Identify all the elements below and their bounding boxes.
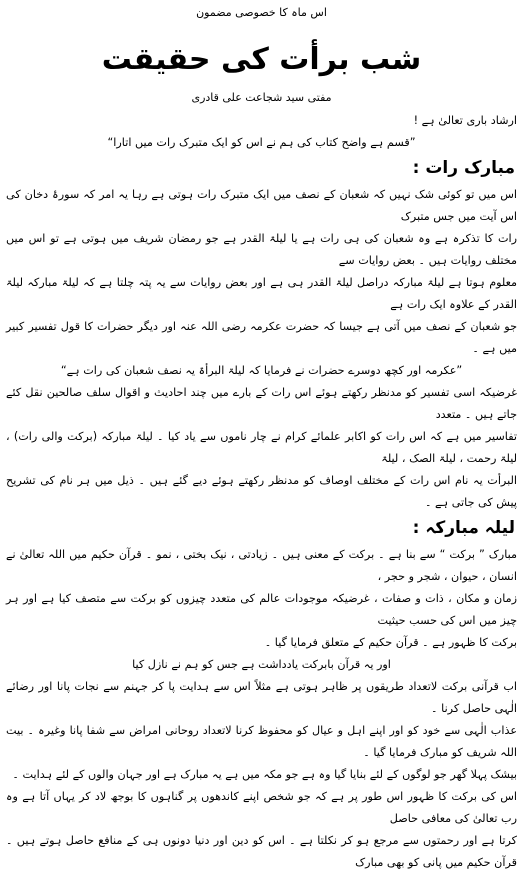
text-line: غرضیکہ اسی تفسیر کو مدنظر رکھتے ہوئے اس رات کے بارے میں چند احادیث و اقوال سلف صالحین نقل کئے جاتے ہیں ۔ متعدد [6, 386, 517, 421]
quote-ikrima: ”عکرمہ اور کچھ دوسرے حضرات نے فرمایا کہ لیلۃ البرأۃ یہ نصف شعبان کی رات ہے“ [60, 364, 463, 377]
heading-text: مبارک رات : [412, 158, 515, 178]
section-heading-laila-mubarka [6, 514, 517, 544]
text-line: اب قرآنی برکت لاتعداد طریقوں پر ظاہر ہوتی ہے مثلاً اس سے ہدایت پا کر جہنم سے نجات پانا اور رضائے الٰہی حاصل کرنا ۔ [6, 680, 517, 715]
text-line: مبارک ” برکت “ سے بنا ہے ۔ برکت کے معنی ہیں ۔ زیادتی ، نیک بختی ، نمو ۔ قرآن حکیم میں اللہ تعالیٰ نے انسان ، حیوان ، شجر و حجر ، [6, 548, 517, 583]
text-line: برکت کا ظہور ہے ۔ قرآن حکیم کے متعلق فرمایا گیا ۔ [264, 636, 517, 649]
intro-line: ارشاد باری تعالیٰ ہے ! [413, 114, 517, 127]
paragraph-3 [6, 544, 517, 654]
quote-quran: اور یہ قرآن بابرکت یادداشت ہے جس کو ہم نے نازل کیا [132, 658, 391, 671]
paragraph-2 [6, 382, 517, 514]
paragraph-1 [6, 184, 517, 360]
text-line: تفاسیر میں ہے کہ اس رات کو اکابر علمائے کرام نے چار ناموں سے یاد کیا ۔ لیلۃ مبارکہ (برکت والی رات) ، لیلۃ رحمت ، لیلۃ الصک ، لیلۃ [6, 430, 517, 465]
author-name: مفتی سید شجاعت علی قادری [191, 91, 332, 104]
section-kicker: اس ماہ کا خصوصی مضمون [196, 6, 327, 19]
article-title: شب برأت کی حقیقت [101, 42, 422, 77]
text-line: اس میں تو کوئی شک نہیں کہ شعبان کے نصف میں ایک متبرک رات ہوتی ہے رہا یہ امر کہ سورۂ دخان کی اس آیت میں جس متبرک [6, 188, 517, 223]
text-line: اس کی برکت کا ظہور اس طور پر ہے کہ جو شخص اپنے کاندھوں پر گناہوں کا بوجھ لاد کر یہاں آتا ہے وہ رب تعالیٰ کی معافی حاصل [6, 790, 517, 825]
text-line: معلوم ہوتا ہے لیلۃ مبارکہ دراصل لیلۃ القدر ہی ہے اور بعض روایات سے یہ پتہ چلتا ہے کہ لیلۃ مبارکہ لیلۃ القدر کے علاوہ ایک رات ہے [6, 276, 517, 311]
paragraph-4 [6, 676, 517, 874]
text-line: بیشک پہلا گھر جو لوگوں کے لئے بنایا گیا وہ ہے جو مکہ میں ہے یہ مبارک ہے اور جہان والوں کے لئے ہدایت ۔ [12, 768, 517, 781]
text-line: البرأت یہ نام اس رات کے مختلف اوصاف کو مدنظر رکھتے ہوئے دیے گئے ہیں ۔ ذیل میں ہر نام کی تشریح پیش کی جاتی ہے ۔ [6, 474, 517, 509]
quote-verse: ”قسم ہے واضح کتاب کی ہم نے اس کو ایک متبرک رات میں اتارا“ [107, 136, 416, 149]
text-line: زمان و مکان ، ذات و صفات ، غرضیکہ موجودات عالم کی متعدد چیزوں کو برکت سے متصف کیا ہے اور ہر چیز میں اس کی حسب حیثیت [6, 592, 517, 627]
section-heading-mubarak-raat [6, 154, 517, 184]
heading-text: لیلہ مبارکہ : [412, 518, 515, 538]
text-line: عذاب الٰہی سے خود کو اور اپنے اہل و عیال کو محفوظ کرنا لاتعداد روحانی امراض سے شفا پانا وغیرہ ۔ بیت اللہ شریف کو مبارک فرمایا گیا ۔ [6, 724, 517, 759]
text-line: کرتا ہے اور رحمتوں سے مرجع ہو کر نکلتا ہے ۔ اس کو دین اور دنیا دونوں ہی کے منافع حاصل ہوتے ہیں ۔ قرآن حکیم میں پانی کو بھی مبارک [6, 834, 517, 869]
text-line: جو شعبان کے نصف میں آتی ہے جیسا کہ حضرت عکرمہ رضی اللہ عنہ اور دیگر حضرات کا قول تفسیر کبیر میں ہے ۔ [6, 320, 517, 355]
text-line: رات کا تذکرہ ہے وہ شعبان کی ہی رات ہے یا لیلۃ القدر ہے جو رمضان شریف میں ہوتی ہے تو اس میں مختلف روایات ہیں ۔ بعض روایات سے [6, 232, 517, 267]
